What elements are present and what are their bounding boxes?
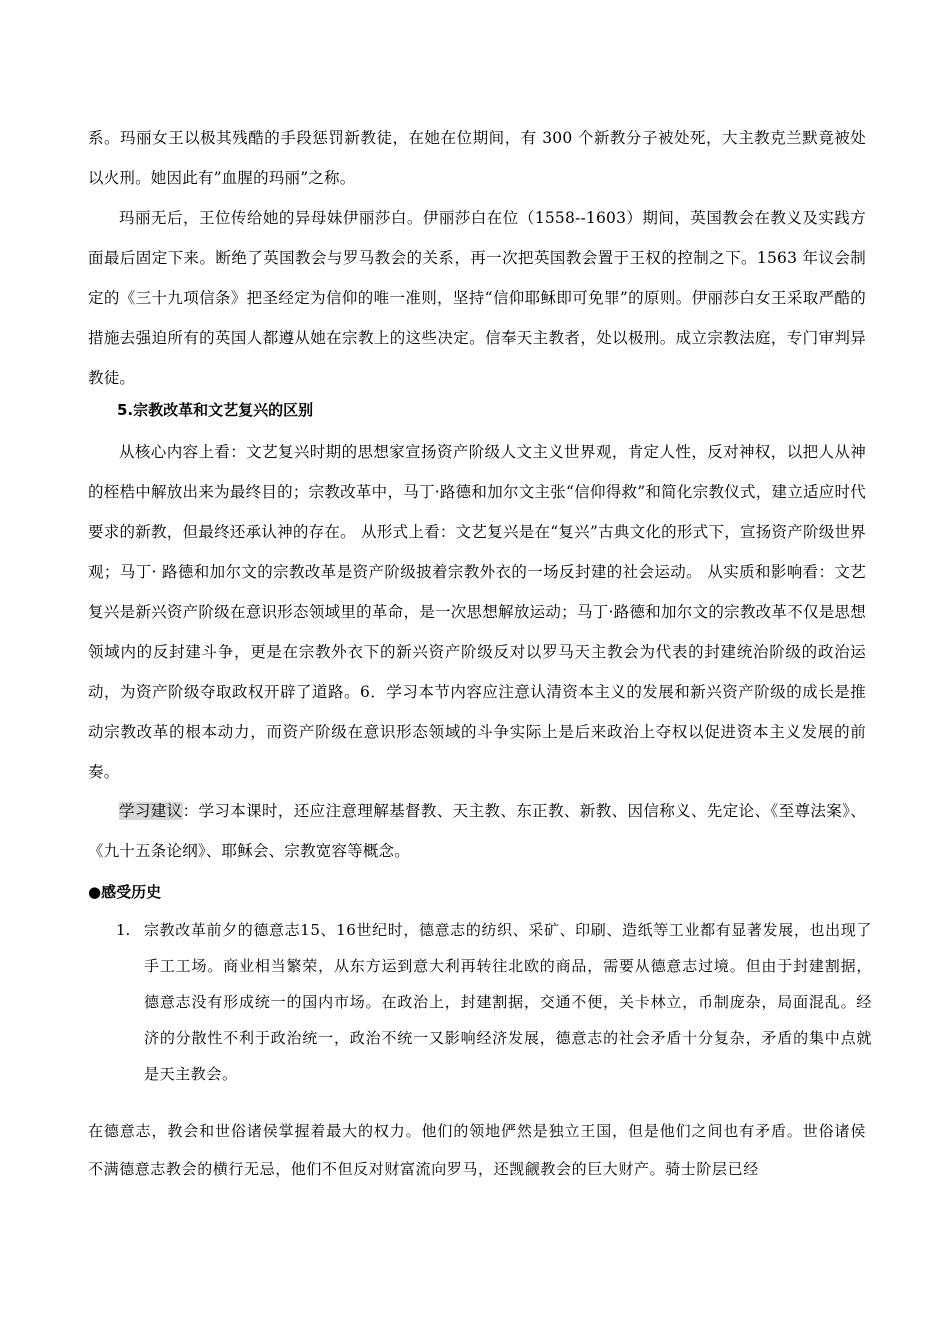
paragraph-mary-persecution: 系。玛丽女王以极其残酷的手段惩罚新教徒，在她在位期间，有 300 个新教分子被处死，大主教克兰默竟被处以火刑。她因此有”血腥的玛丽”之称。: [88, 129, 866, 187]
list-item: [88, 912, 878, 1098]
paragraph-germany-power: 在德意志，教会和世俗诸侯掌握着最大的权力。他们的领地俨然是独立王国，但是他们之间也有矛盾。世俗诸侯不满德意志教会的横行无忌，他们不但反对财富流向罗马，还觊觎教会的巨大财产。骑士阶层已经: [88, 1122, 866, 1178]
study-advice-label: 学习建议: [119, 802, 183, 820]
paragraph-difference: 从核心内容上看：文艺复兴时期的思想家宣扬资产阶级人文主义世界观，肯定人性，反对神权，以把人从神的桎梏中解放出来为最终目的；宗教改革中，马丁·路德和加尔文主张“信仰得救”和简化宗教仪式，建立适应时代要求的新教，但最终还承认神的存在。 从形式上看：文艺复兴是在“复兴”古典文化的形式下，宣扬资产阶级世界观；马丁· 路德和加尔文的宗教改革是资产阶级披着宗教外衣的一场反封建的社会运动。 从实质和影响看：文艺复兴是新兴资产阶级在意识形态领域里的革命，是一次思想解放运动；马丁·路德和加尔文的宗教改革不仅是思想领域内的反封建斗争，更是在宗教外衣下的新兴资产阶级反对以罗马天主教会为代表的封建统治阶级的政治运动，为资产阶级夺取政权开辟了道路。6．学习本节内容应注意认清资本主义的发展和新兴资产阶级的成长是推动宗教改革的根本动力，而资产阶级在意识形态领域的斗争实际上是后来政治上夺权以促进资本主义发展的前奏。: [88, 443, 866, 781]
paragraph-elizabeth: 玛丽无后，王位传给她的异母妹伊丽莎白。伊丽莎白在位（1558--1603）期间，英国教会在教义及实践方面最后固定下来。断绝了英国教会与罗马教会的关系，再一次把英国教会置于王权的控制之下。1563 年议会制定的《三十九项信条》把圣经定为信仰的唯一准则，坚持“信仰耶稣即可免罪”的原则。伊丽莎白女王采取严酷的措施去强迫所有的英国人都遵从她在宗教上的这些决定。信奉天主教者，处以极刑。成立宗教法庭，专门审判异教徒。: [88, 209, 866, 387]
section-heading-5: 5.宗教改革和文艺复兴的区别: [117, 401, 314, 419]
paragraph-study-advice: [88, 791, 866, 871]
list-item-number: 1.: [116, 921, 131, 939]
section-heading-feel-history: ●感受历史: [88, 883, 162, 901]
list-item-text: 宗教改革前夕的德意志15、16世纪时，德意志的纺织、采矿、印刷、造纸等工业都有显著发展，也出现了手工工场。商业相当繁荣，从东方运到意大利再转往北欧的商品，需要从德意志过境。但由于封建割据，德意志没有形成统一的国内市场。在政治上，封建割据，交通不便，关卡林立，币制庞杂，局面混乱。经济的分散性不利于政治统一，政治不统一又影响经济发展，德意志的社会矛盾十分复杂，矛盾的集中点就是天主教会。: [144, 921, 872, 1083]
study-advice-text: ：学习本课时，还应注意理解基督教、天主教、东正教、新教、因信称义、先定论、《至尊法案》、《九十五条论纲》、耶稣会、宗教宽容等概念。: [88, 802, 866, 860]
